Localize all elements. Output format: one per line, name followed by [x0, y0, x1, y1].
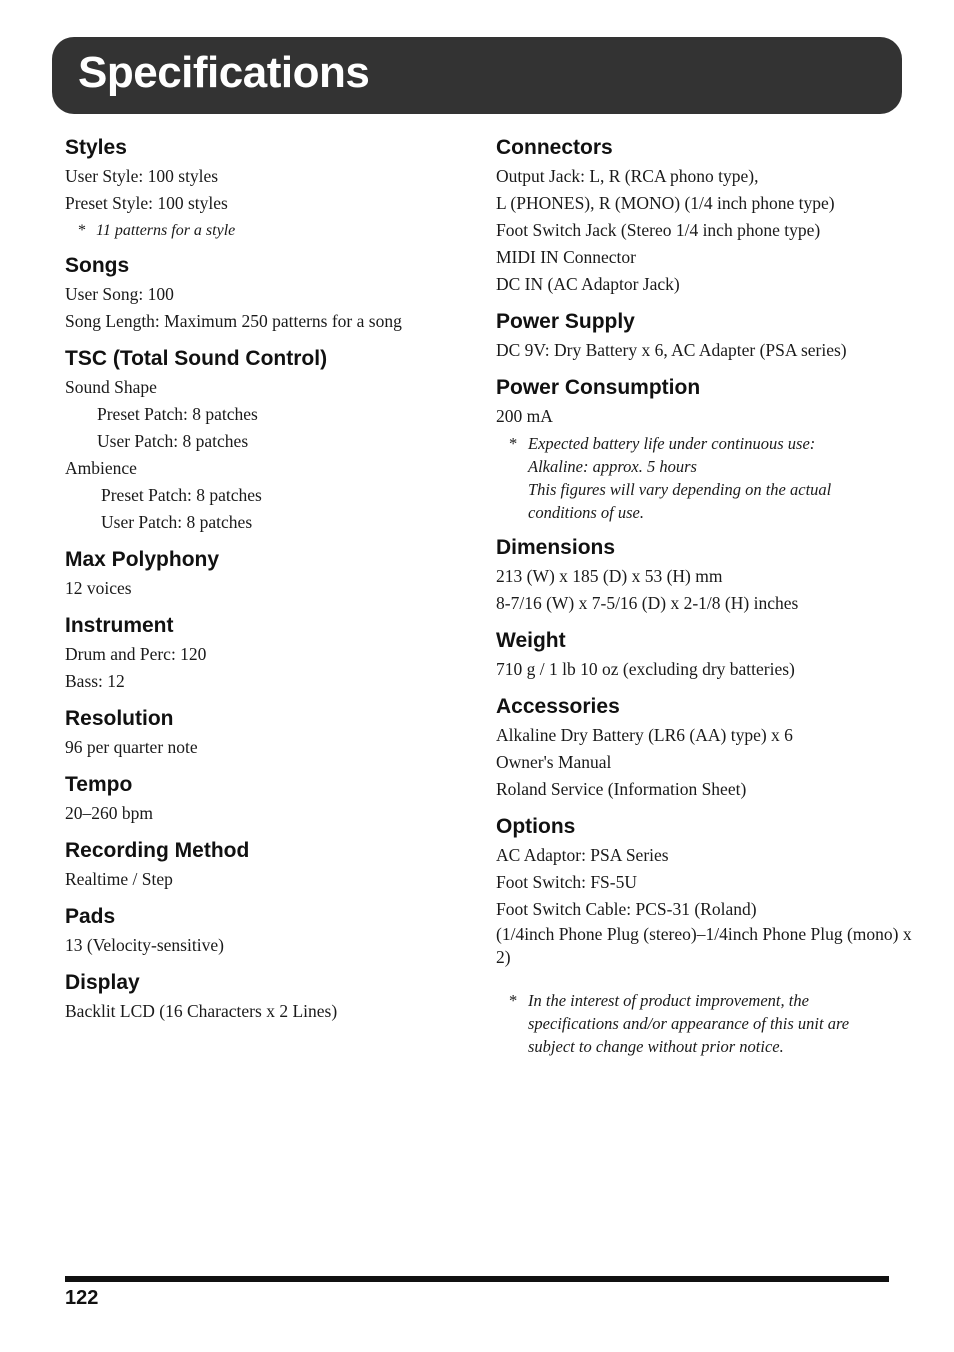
footnote-line: subject to change without prior notice.	[528, 1037, 784, 1056]
spec-section-tsc-total-sound-control	[65, 347, 475, 536]
spec-line: User Song: 100	[65, 284, 174, 304]
spec-section-songs	[65, 254, 475, 335]
section-heading: Tempo	[65, 773, 133, 796]
section-heading: Power Supply	[496, 310, 635, 333]
spec-line: User Patch: 8 patches	[101, 512, 253, 532]
section-heading: Dimensions	[496, 536, 616, 559]
page-title: Specifications	[78, 48, 370, 97]
section-heading: Power Consumption	[496, 376, 701, 399]
spec-line: User Patch: 8 patches	[97, 431, 249, 451]
spec-line: Backlit LCD (16 Characters x 2 Lines)	[65, 1001, 338, 1021]
spec-line: User Style: 100 styles	[65, 166, 219, 186]
footnote	[496, 989, 916, 1058]
spec-note	[496, 432, 916, 524]
spec-line: DC IN (AC Adaptor Jack)	[496, 274, 680, 294]
footnote-line: In the interest of product improvement, the	[528, 991, 809, 1010]
footer-rule	[65, 1276, 889, 1282]
spec-line: Drum and Perc: 120	[65, 644, 207, 664]
section-heading: Display	[65, 971, 140, 994]
section-heading: Weight	[496, 629, 566, 652]
spec-section-options	[496, 815, 916, 969]
spec-section-tempo	[65, 773, 475, 827]
spec-line: Preset Style: 100 styles	[65, 193, 228, 213]
note-line: 11 patterns for a style	[96, 222, 236, 239]
note-line: conditions of use.	[528, 503, 644, 522]
spec-line: Preset Patch: 8 patches	[101, 485, 262, 505]
note-line: This figures will vary depending on the actual	[528, 480, 832, 499]
spec-note	[65, 219, 475, 242]
spec-section-power-consumption	[496, 376, 916, 524]
section-heading: Songs	[65, 254, 130, 277]
section-heading: Recording Method	[65, 839, 250, 862]
right-column-sections	[496, 136, 916, 969]
spec-line: Foot Switch Jack (Stereo 1/4 inch phone type)	[496, 220, 821, 240]
section-heading: Resolution	[65, 707, 174, 730]
spec-line: Foot Switch: FS-5U	[496, 872, 637, 892]
spec-section-pads	[65, 905, 475, 959]
spec-line: 96 per quarter note	[65, 737, 198, 757]
section-heading: Max Polyphony	[65, 548, 220, 571]
spec-line: 20–260 bpm	[65, 803, 153, 823]
spec-line: 8-7/16 (W) x 7-5/16 (D) x 2-1/8 (H) inches	[496, 593, 799, 613]
spec-section-connectors	[496, 136, 916, 298]
spec-section-display	[65, 971, 475, 1025]
spec-line: 12 voices	[65, 578, 132, 598]
left-column	[65, 136, 475, 1037]
spec-line: 710 g / 1 lb 10 oz (excluding dry batteries)	[496, 659, 795, 679]
spec-line: Ambience	[65, 458, 137, 478]
spec-section-instrument	[65, 614, 475, 695]
spec-line: Foot Switch Cable: PCS-31 (Roland)	[496, 899, 757, 919]
spec-line: Roland Service (Information Sheet)	[496, 779, 747, 799]
section-heading: Options	[496, 815, 576, 838]
section-heading: Accessories	[496, 695, 620, 718]
spec-line: Sound Shape	[65, 377, 157, 397]
spec-line: 213 (W) x 185 (D) x 53 (H) mm	[496, 566, 723, 586]
spec-section-accessories	[496, 695, 916, 803]
section-heading: Connectors	[496, 136, 613, 159]
title-bar	[52, 37, 902, 114]
spec-line: Alkaline Dry Battery (LR6 (AA) type) x 6	[496, 725, 793, 745]
spec-line: L (PHONES), R (MONO) (1/4 inch phone type)	[496, 193, 835, 213]
spec-line: 13 (Velocity-sensitive)	[65, 935, 224, 955]
spec-line: Preset Patch: 8 patches	[97, 404, 258, 424]
section-heading: Styles	[65, 136, 127, 159]
spec-line: AC Adaptor: PSA Series	[496, 845, 669, 865]
footnote-line: specifications and/or appearance of this unit are	[528, 1014, 850, 1033]
spec-section-dimensions	[496, 536, 916, 617]
spec-line: Owner's Manual	[496, 752, 612, 772]
spec-line: Bass: 12	[65, 671, 125, 691]
note-marker: *	[509, 434, 518, 453]
spec-section-weight	[496, 629, 916, 683]
spec-section-max-polyphony	[65, 548, 475, 602]
spec-line: Realtime / Step	[65, 869, 173, 889]
note-marker: *	[78, 222, 86, 239]
spec-line: MIDI IN Connector	[496, 247, 636, 267]
page-number: 122	[65, 1287, 99, 1309]
spec-section-power-supply	[496, 310, 916, 364]
section-heading: Pads	[65, 905, 116, 928]
spec-line: 200 mA	[496, 406, 553, 426]
spec-section-recording-method	[65, 839, 475, 893]
spec-line: DC 9V: Dry Battery x 6, AC Adapter (PSA series)	[496, 340, 847, 360]
note-line: Expected battery life under continuous use:	[528, 434, 816, 453]
section-heading: TSC (Total Sound Control)	[65, 347, 328, 370]
spec-line: (1/4inch Phone Plug (stereo)–1/4inch Phone Plug (mono) x 2)	[496, 924, 912, 967]
spec-section-resolution	[65, 707, 475, 761]
spec-line: Song Length: Maximum 250 patterns for a song	[65, 311, 402, 331]
right-column	[496, 136, 916, 1058]
spec-line: Output Jack: L, R (RCA phono type),	[496, 166, 759, 186]
note-line: Alkaline: approx. 5 hours	[528, 457, 697, 476]
section-heading: Instrument	[65, 614, 174, 637]
spec-section-styles	[65, 136, 475, 242]
note-marker: *	[509, 991, 518, 1010]
